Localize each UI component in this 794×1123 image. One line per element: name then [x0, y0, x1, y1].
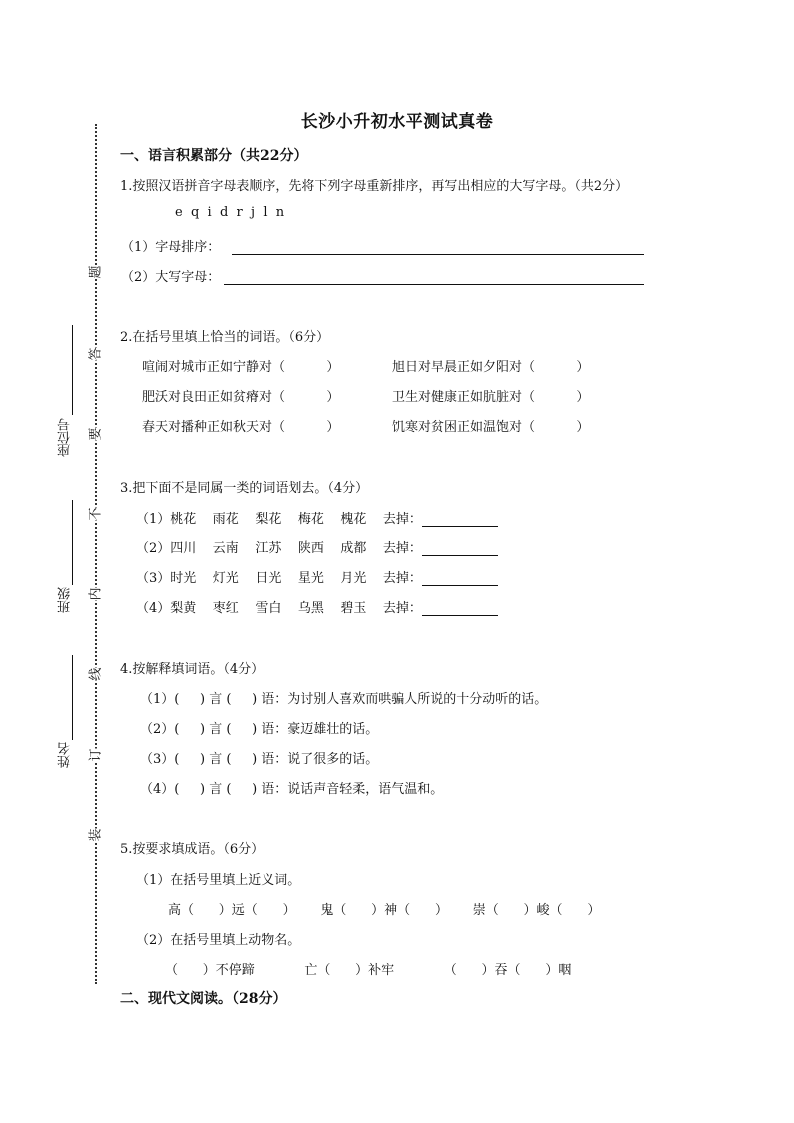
- section1-heading: 一、语言积累部分（共22分）: [120, 148, 308, 164]
- seat-number-line: [72, 325, 73, 415]
- q5-sub1-items: 高（ ）远（ ） 鬼（ ）神（ ） 崇（ ）峻（ ）: [168, 903, 601, 918]
- binding-char: 内: [88, 587, 104, 601]
- name-line: [72, 655, 73, 740]
- q2-prompt: 2.在括号里填上恰当的词语。（6分）: [120, 330, 330, 345]
- page-title: 长沙小升初水平测试真卷: [300, 112, 494, 132]
- q3-prompt: 3.把下面不是同属一类的词语划去。（4分）: [120, 481, 369, 496]
- q3-row-text: （4）梨黄 枣红 雪白 乌黑 碧玉 去掉：: [136, 601, 422, 616]
- binding-char: 题: [88, 265, 104, 279]
- class-label: 班级: [58, 587, 73, 613]
- q3-row: [136, 508, 498, 527]
- q2-item: 饥寒对贫困正如温饱对（ ）: [392, 420, 590, 435]
- q5-prompt: 5.按要求填成语。（6分）: [120, 842, 265, 857]
- q4-prompt: 4.按解释填词语。（4分）: [120, 662, 265, 677]
- q4-row: （1）( ) 言 ( ) 语：为讨别人喜欢而哄骗人所说的十分动听的话。: [140, 692, 548, 707]
- q1-letters: e q i d r j l n: [175, 205, 285, 220]
- q4-row: （4）( ) 言 ( ) 语：说话声音轻柔，语气温和。: [140, 782, 444, 797]
- q4-row: （2）( ) 言 ( ) 语：豪迈雄壮的话。: [140, 722, 379, 737]
- section2-heading: 二、现代文阅读。（28分）: [120, 991, 287, 1007]
- q5-sub1: （1）在括号里填上近义词。: [136, 873, 301, 888]
- q1-prompt: 1.按照汉语拼音字母表顺序，先将下列字母重新排序，再写出相应的大写字母。（共2分）: [120, 179, 629, 194]
- q1-sub1-label: （1）字母排序：: [121, 240, 221, 255]
- q1-sub1-answer-line[interactable]: [232, 240, 644, 255]
- binding-char: 要: [88, 427, 104, 441]
- q2-item: 旭日对早晨正如夕阳对（ ）: [392, 360, 590, 375]
- q3-row: [136, 537, 498, 556]
- seat-number-label: 座位号: [58, 418, 73, 457]
- q2-item: 春天对播种正如秋天对（ ）: [142, 420, 340, 435]
- q3-answer-line[interactable]: [422, 512, 498, 527]
- binding-dotted-line: [95, 124, 97, 984]
- q5-sub2-items: （ ）不停蹄 亡（ ）补牢 （ ）吞（ ）咽: [165, 963, 572, 978]
- q3-row-text: （1）桃花 雨花 梨花 梅花 槐花 去掉：: [136, 512, 422, 527]
- binding-char: 答: [88, 347, 104, 361]
- class-line: [72, 500, 73, 585]
- name-label: 姓名: [58, 742, 73, 768]
- q3-row: [136, 567, 498, 586]
- binding-char: 线: [88, 667, 104, 681]
- q3-row-text: （3）时光 灯光 日光 星光 月光 去掉：: [136, 571, 422, 586]
- binding-char: 装: [88, 828, 104, 842]
- q2-item: 喧闹对城市正如宁静对（ ）: [142, 360, 340, 375]
- binding-char: 不: [88, 507, 104, 521]
- binding-char: 订: [88, 748, 104, 762]
- q1-sub2-label: （2）大写字母：: [121, 270, 221, 285]
- q3-answer-line[interactable]: [422, 571, 498, 586]
- q2-item: 卫生对健康正如肮脏对（ ）: [392, 390, 590, 405]
- q3-answer-line[interactable]: [422, 601, 498, 616]
- q3-row-text: （2）四川 云南 江苏 陕西 成都 去掉：: [136, 541, 422, 556]
- q4-row: （3）( ) 言 ( ) 语：说了很多的话。: [140, 752, 379, 767]
- q3-row: [136, 597, 498, 616]
- q5-sub2: （2）在括号里填上动物名。: [136, 933, 301, 948]
- q2-item: 肥沃对良田正如贫瘠对（ ）: [142, 390, 340, 405]
- q1-sub2-row: [121, 266, 644, 285]
- q1-sub2-answer-line[interactable]: [224, 270, 644, 285]
- q1-sub1-row: [121, 236, 644, 255]
- q3-answer-line[interactable]: [422, 541, 498, 556]
